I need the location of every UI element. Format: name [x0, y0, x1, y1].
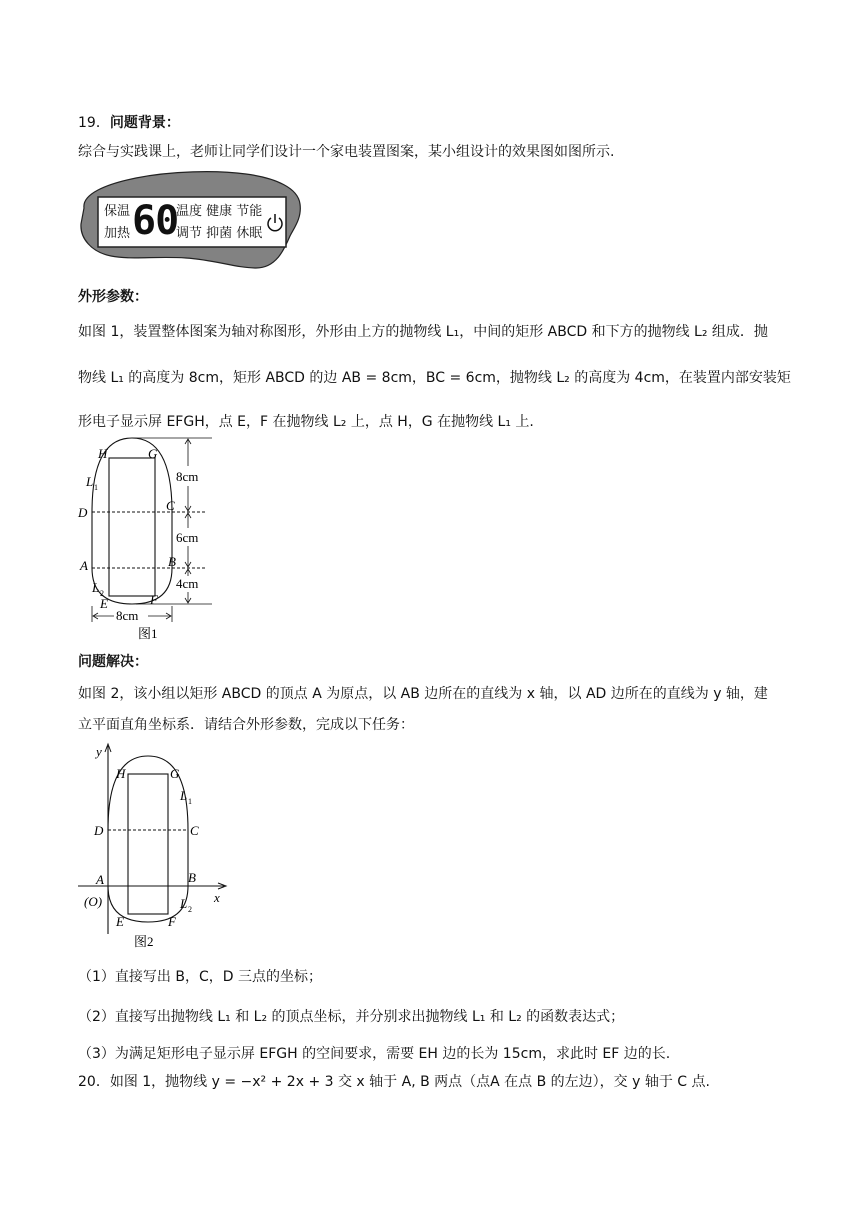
fig1-label-c: C — [166, 498, 175, 513]
fig2-label-y-axis: y — [96, 744, 102, 759]
solve-paragraph-line-2: 立平面直角坐标系．请结合外形参数，完成以下任务： — [78, 717, 414, 733]
fig1-dim-6cm: 6cm — [176, 530, 199, 545]
background-heading: 问题背景： — [109, 115, 180, 131]
fig1-label-l2: L — [92, 580, 100, 595]
fig2-label-d: D — [94, 823, 104, 838]
fig1-label-l1-sub: 1 — [94, 483, 98, 492]
shape-parameters-heading: 外形参数： — [78, 289, 148, 305]
background-text: 综合与实践课上，老师让同学们设计一个家电装置图案，某小组设计的效果图如图所示. — [78, 144, 615, 160]
power-icon — [266, 213, 284, 233]
fig1-label-h: H — [98, 446, 108, 461]
fig2-label-b: B — [188, 870, 196, 885]
fig2-label-f: F — [168, 914, 176, 929]
figure-1-diagram — [76, 436, 216, 644]
fig1-caption: 图1 — [138, 626, 158, 641]
shape-paragraph-line-3: 形电子显示屏 EFGH，点 E，F 在抛物线 L₂ 上，点 H，G 在抛物线 L₁ 上. — [78, 414, 534, 430]
question-number: 19． — [78, 115, 110, 131]
fig1-dim-8cm-width: 8cm — [116, 608, 139, 623]
fig2-label-g: G — [170, 766, 180, 781]
fig2-label-x-axis: x — [214, 890, 220, 905]
solve-paragraph-line-1: 如图 2，该小组以矩形 ABCD 的顶点 A 为原点，以 AB 边所在的直线为 x 轴，以 AD 边所在的直线为 y 轴，建 — [78, 686, 768, 702]
device-left-labels — [104, 201, 130, 245]
task-2: （2）直接写出抛物线 L₁ 和 L₂ 的顶点坐标，并分别求出抛物线 L₁ 和 L₂ 的函数表达式； — [78, 1009, 625, 1025]
fig1-dim-8cm-height: 8cm — [176, 469, 199, 484]
fig2-label-c: C — [190, 823, 199, 838]
figure-2-diagram — [76, 742, 236, 952]
device-label-keep-warm: 保温 — [104, 204, 131, 219]
figure-2 — [76, 742, 236, 952]
fig2-label-origin: (O) — [84, 894, 103, 909]
fig1-label-l2-sub: 2 — [100, 589, 104, 598]
fig1-label-e: E — [100, 596, 108, 611]
shape-paragraph-line-2: 物线 L₁ 的高度为 8cm，矩形 ABCD 的边 AB = 8cm，BC = 6cm，抛物线 L₂ 的高度为 4cm，在装置内部安装矩 — [78, 370, 791, 386]
fig2-label-e: E — [116, 914, 124, 929]
device-function-row-2: 调节 抑菌 休眠 — [176, 226, 263, 241]
fig2-label-l1: L — [180, 788, 188, 803]
fig1-label-f: F — [150, 592, 158, 607]
fig1-label-d: D — [78, 505, 88, 520]
device-function-labels — [176, 201, 262, 245]
fig1-label-l1: L — [86, 474, 94, 489]
fig2-label-h: H — [116, 766, 126, 781]
fig2-caption: 图2 — [134, 934, 154, 949]
task-3: （3）为满足矩形电子显示屏 EFGH 的空间要求，需要 EH 边的长为 15cm，求此时 EF 边的长. — [78, 1046, 671, 1062]
solve-heading: 问题解决： — [78, 654, 148, 670]
device-function-row-1: 温度 健康 节能 — [176, 204, 263, 219]
fig1-label-g: G — [148, 446, 158, 461]
question-19-header — [78, 112, 180, 132]
figure-1 — [76, 436, 216, 644]
fig2-label-a: A — [96, 872, 104, 887]
device-temperature-display: 60 — [132, 198, 179, 244]
fig2-label-l1-sub: 1 — [188, 797, 192, 806]
fig2-label-l2-sub: 2 — [188, 905, 192, 914]
fig1-dim-4cm: 4cm — [176, 576, 199, 591]
device-label-heat: 加热 — [104, 226, 131, 241]
shape-paragraph-line-1: 如图 1，装置整体图案为轴对称图形，外形由上方的抛物线 L₁，中间的矩形 ABCD 和下方的抛物线 L₂ 组成．抛 — [78, 324, 768, 340]
question-20-text: 20．如图 1，抛物线 y = −x² + 2x + 3 交 x 轴于 A, B 两点（点A 在点 B 的左边），交 y 轴于 C 点. — [78, 1074, 710, 1090]
device-illustration — [76, 168, 302, 272]
fig1-label-b: B — [168, 554, 176, 569]
task-1: （1）直接写出 B，C，D 三点的坐标； — [78, 969, 322, 985]
fig1-label-a: A — [80, 558, 88, 573]
fig2-label-l2: L — [180, 896, 188, 911]
